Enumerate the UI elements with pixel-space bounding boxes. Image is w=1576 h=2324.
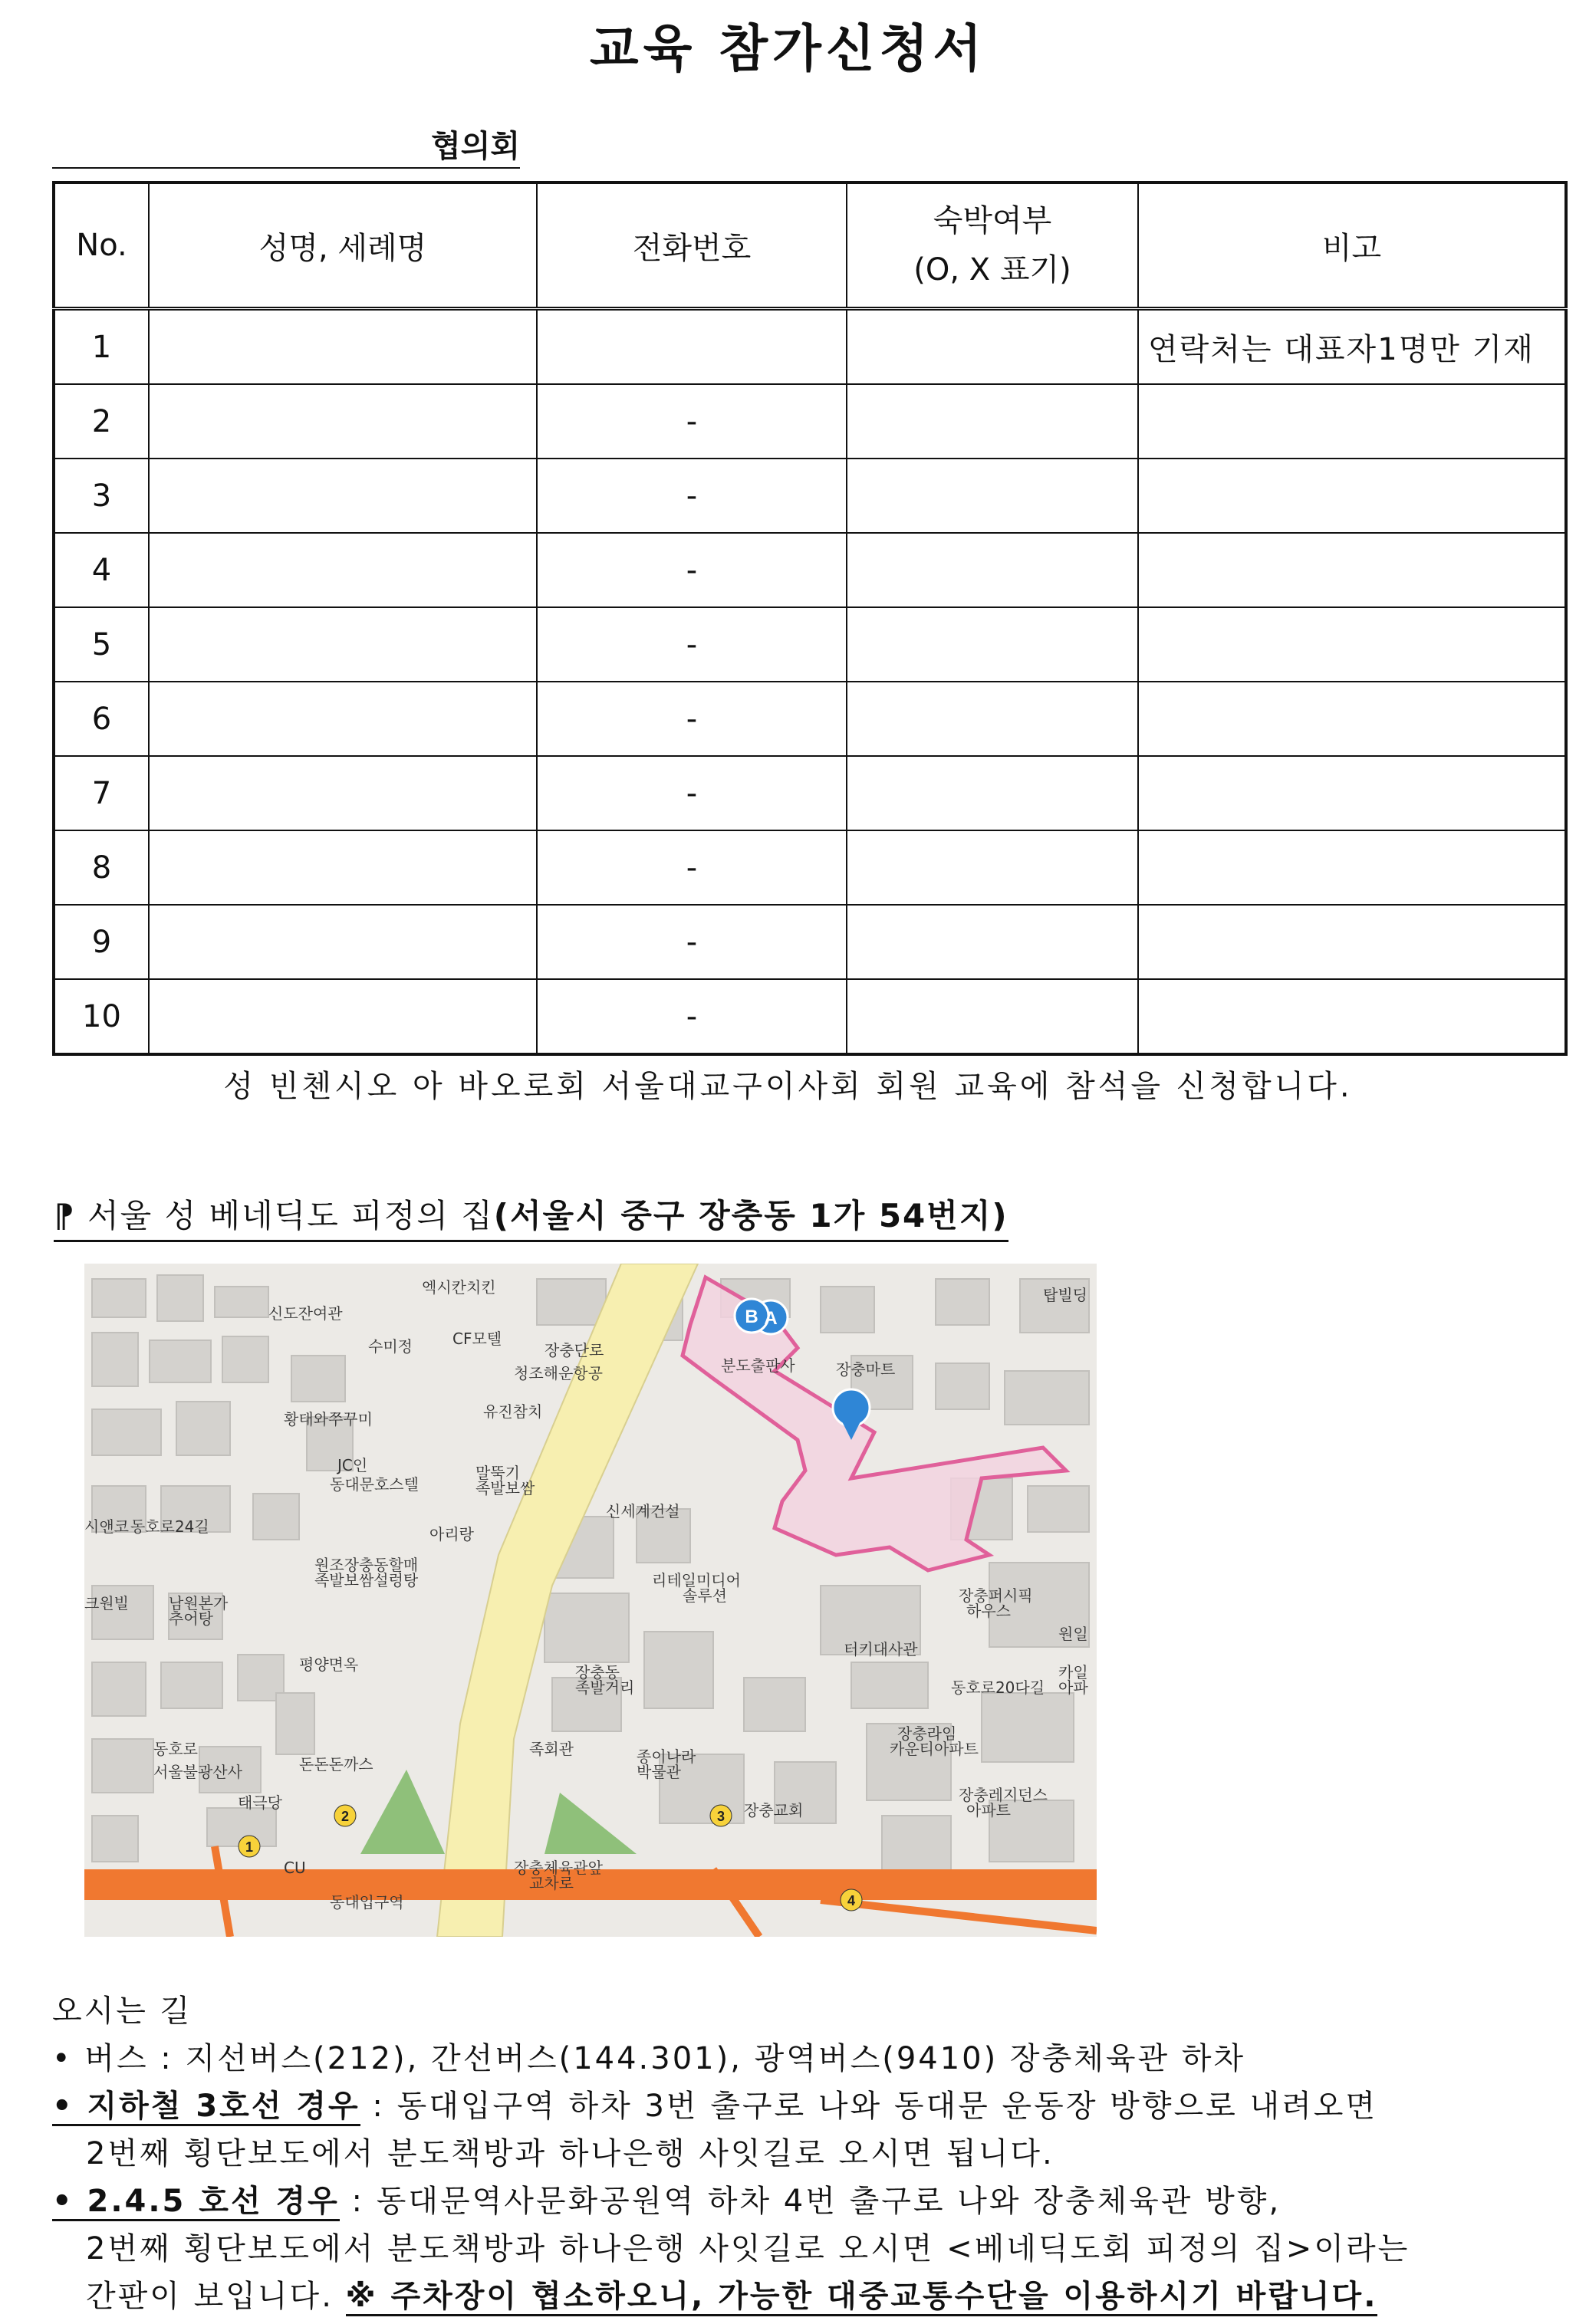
map-label: 동호로20다길 — [951, 1678, 1045, 1697]
cell-phone[interactable]: - — [537, 979, 847, 1054]
map-label: 동호로24길 — [130, 1517, 209, 1536]
line245-continued-2 — [52, 2273, 1555, 2320]
map-label: 원일 — [1058, 1625, 1088, 1643]
map-label: 장충레지던스 — [959, 1786, 1048, 1804]
map-label: 장충체육관앞 — [514, 1859, 603, 1877]
table-row — [54, 905, 1566, 979]
table-row — [54, 384, 1566, 459]
cell-stay[interactable] — [847, 607, 1138, 682]
map-label: 분도출판사 — [721, 1356, 795, 1375]
map-label: 족발보쌈 — [475, 1479, 535, 1497]
directions-bus: • 버스 : 지선버스(212), 간선버스(144.301), 광역버스(9410) 장충체육관 하차 — [52, 2041, 1246, 2076]
map-label: 돈돈돈까스 — [299, 1755, 373, 1773]
map-label: 신세계건설 — [606, 1502, 680, 1520]
line245-continued-1: 2번째 횡단보도에서 분도책방과 하나은행 사잇길로 오시면 <베네딕도회 피정의 집>이라는 — [86, 2231, 1410, 2266]
council-label: 협의회 — [431, 129, 520, 164]
table-row — [54, 830, 1566, 905]
cell-stay[interactable] — [847, 979, 1138, 1054]
place-heading — [54, 1191, 1008, 1242]
map-label: 동대입구역 — [330, 1893, 404, 1911]
cell-name[interactable] — [149, 905, 537, 979]
map-label: 청조해운항공 — [514, 1364, 603, 1382]
table-row — [54, 607, 1566, 682]
map-label: 서울불광산사 — [153, 1763, 242, 1781]
svg-text:A: A — [764, 1308, 778, 1329]
cell-remarks[interactable] — [1138, 384, 1566, 459]
cell-name[interactable] — [149, 384, 537, 459]
map-label: 장충라임 — [897, 1724, 957, 1743]
table-row — [54, 533, 1566, 607]
cell-stay[interactable] — [847, 905, 1138, 979]
cell-remarks[interactable] — [1138, 459, 1566, 533]
directions-line245 — [52, 2178, 1555, 2225]
cell-phone[interactable]: - — [537, 756, 847, 830]
cell-phone[interactable]: - — [537, 682, 847, 756]
map-label: 카일 — [1058, 1663, 1088, 1681]
cell-no: 5 — [54, 607, 149, 682]
cell-no: 2 — [54, 384, 149, 459]
map-label: 솔루션 — [683, 1586, 727, 1605]
map-label: 탑빌딩 — [1043, 1286, 1087, 1304]
map-label: 원조장충동할매 — [314, 1556, 419, 1574]
map-label: 태극당 — [238, 1793, 282, 1812]
map-label: 아파 — [1058, 1678, 1088, 1697]
map-label: 족회관 — [529, 1740, 574, 1758]
cell-no: 10 — [54, 979, 149, 1054]
place-marker: ⁋ — [54, 1197, 76, 1234]
cell-name[interactable] — [149, 756, 537, 830]
map-label: 족발거리 — [575, 1678, 635, 1697]
cell-remarks[interactable] — [1138, 682, 1566, 756]
cell-no: 6 — [54, 682, 149, 756]
cell-remarks[interactable] — [1138, 905, 1566, 979]
cell-no: 1 — [54, 309, 149, 385]
directions-line3 — [52, 2082, 1555, 2130]
place-address: (서울시 중구 장충동 1가 54번지) — [493, 1197, 1008, 1234]
line3-text: : 동대입구역 하차 3번 출구로 나와 동대문 운동장 방향으로 내려오면 — [360, 2089, 1378, 2124]
location-map[interactable] — [84, 1264, 1097, 1937]
map-label: 유진참치 — [483, 1402, 543, 1421]
directions-heading: 오시는 길 — [52, 1994, 192, 2029]
map-label: 터키대사관 — [844, 1640, 918, 1658]
map-label: 평양면옥 — [299, 1655, 359, 1674]
map-label: CU — [284, 1859, 306, 1877]
cell-phone[interactable]: - — [537, 533, 847, 607]
cell-remarks[interactable] — [1138, 756, 1566, 830]
cell-name[interactable] — [149, 682, 537, 756]
table-header-row — [54, 182, 1566, 309]
header-remarks: 비고 — [1138, 182, 1566, 309]
cell-remarks[interactable]: 연락처는 대표자1명만 기재 — [1138, 309, 1566, 385]
cell-stay[interactable] — [847, 756, 1138, 830]
table-row — [54, 309, 1566, 385]
header-name: 성명, 세례명 — [149, 182, 537, 309]
cell-name[interactable] — [149, 309, 537, 385]
line245-label: • 2.4.5 호선 경우 — [52, 2184, 340, 2221]
cell-name[interactable] — [149, 979, 537, 1054]
map-label: JC인 — [337, 1456, 368, 1474]
cell-no: 7 — [54, 756, 149, 830]
map-label: 카운티아파트 — [890, 1740, 979, 1758]
cell-name[interactable] — [149, 533, 537, 607]
cell-phone[interactable]: - — [537, 384, 847, 459]
cell-stay[interactable] — [847, 459, 1138, 533]
map-label: 황태와쭈꾸미 — [284, 1410, 373, 1428]
map-label: 장충퍼시픽 — [959, 1586, 1033, 1605]
header-stay-line1: 숙박여부 — [933, 203, 1052, 238]
map-label: 동대문호스텔 — [330, 1475, 419, 1494]
cell-phone[interactable] — [537, 309, 847, 385]
table-row — [54, 756, 1566, 830]
map-label: 하우스 — [966, 1602, 1011, 1620]
map-label: 동호로 — [153, 1740, 198, 1758]
cell-stay[interactable] — [847, 533, 1138, 607]
application-table — [52, 181, 1568, 1056]
directions — [52, 1987, 1555, 2320]
header-no: No. — [54, 182, 149, 309]
parking-note: ※ 주차장이 협소하오니, 가능한 대중교통수단을 이용하시기 바랍니다. — [346, 2279, 1378, 2316]
line245-continued-2a: 간판이 보입니다. — [86, 2279, 334, 2314]
map-label: 족발보쌈설렁탕 — [314, 1571, 419, 1589]
cell-stay[interactable] — [847, 682, 1138, 756]
map-label: 박물관 — [637, 1763, 681, 1781]
svg-text:B: B — [745, 1307, 758, 1327]
map-label: 추어탕 — [169, 1609, 213, 1628]
apply-statement: 성 빈첸시오 아 바오로회 서울대교구이사회 회원 교육에 참석을 신청합니다. — [223, 1069, 1353, 1104]
cell-stay[interactable] — [847, 830, 1138, 905]
map-label: 교차로 — [529, 1874, 574, 1892]
map-label: 수미정 — [368, 1337, 413, 1356]
map-canvas — [84, 1264, 1097, 1937]
cell-phone[interactable]: - — [537, 830, 847, 905]
cell-remarks[interactable] — [1138, 533, 1566, 607]
cell-name[interactable] — [149, 607, 537, 682]
map-label: 남원본가 — [169, 1594, 229, 1612]
table-row — [54, 459, 1566, 533]
cell-phone[interactable]: - — [537, 607, 847, 682]
cell-no: 4 — [54, 533, 149, 607]
cell-remarks[interactable] — [1138, 979, 1566, 1054]
cell-name[interactable] — [149, 830, 537, 905]
cell-no: 3 — [54, 459, 149, 533]
header-phone: 전화번호 — [537, 182, 847, 309]
map-label: 장충동 — [575, 1663, 620, 1681]
svg-text:1: 1 — [245, 1839, 254, 1855]
map-label: 아파트 — [966, 1801, 1011, 1819]
map-label: CF모텔 — [452, 1330, 502, 1348]
cell-stay[interactable] — [847, 309, 1138, 385]
map-label: 리테일미디어 — [652, 1571, 741, 1589]
svg-text:4: 4 — [847, 1893, 856, 1908]
cell-phone[interactable]: - — [537, 459, 847, 533]
line3-continued: 2번째 횡단보도에서 분도책방과 하나은행 사잇길로 오시면 됩니다. — [86, 2136, 1055, 2171]
cell-no: 9 — [54, 905, 149, 979]
page-title: 교육 참가신청서 — [589, 19, 987, 78]
cell-remarks[interactable] — [1138, 830, 1566, 905]
map-label: 엑시칸치킨 — [422, 1278, 496, 1297]
line245-text: : 동대문역사문화공원역 하차 4번 출구로 나와 장충체육관 방향, — [339, 2184, 1282, 2219]
cell-stay[interactable] — [847, 384, 1138, 459]
map-label: 시앤코 — [84, 1517, 129, 1536]
header-stay-line2: (O, X 표기) — [913, 252, 1071, 288]
council-field[interactable] — [52, 124, 520, 169]
line3-label: • 지하철 3호선 경우 — [52, 2089, 360, 2126]
cell-name[interactable] — [149, 459, 537, 533]
map-label: 장충단로 — [545, 1341, 604, 1359]
cell-no: 8 — [54, 830, 149, 905]
map-label: 크원빌 — [84, 1594, 129, 1612]
table-row — [54, 979, 1566, 1054]
map-label: 아리랑 — [429, 1525, 474, 1543]
map-label: 장충마트 — [836, 1360, 896, 1379]
map-label: 종이나라 — [637, 1747, 696, 1766]
map-label: 말뚝기 — [475, 1464, 520, 1482]
table-row — [54, 682, 1566, 756]
cell-phone[interactable]: - — [537, 905, 847, 979]
svg-text:3: 3 — [716, 1809, 725, 1824]
map-label: 장충교회 — [744, 1801, 804, 1819]
map-label: 신도잔여관 — [268, 1304, 343, 1323]
svg-text:2: 2 — [341, 1809, 350, 1824]
header-stay — [847, 182, 1138, 309]
cell-remarks[interactable] — [1138, 607, 1566, 682]
place-name: 서울 성 베네딕도 피정의 집 — [75, 1197, 494, 1234]
